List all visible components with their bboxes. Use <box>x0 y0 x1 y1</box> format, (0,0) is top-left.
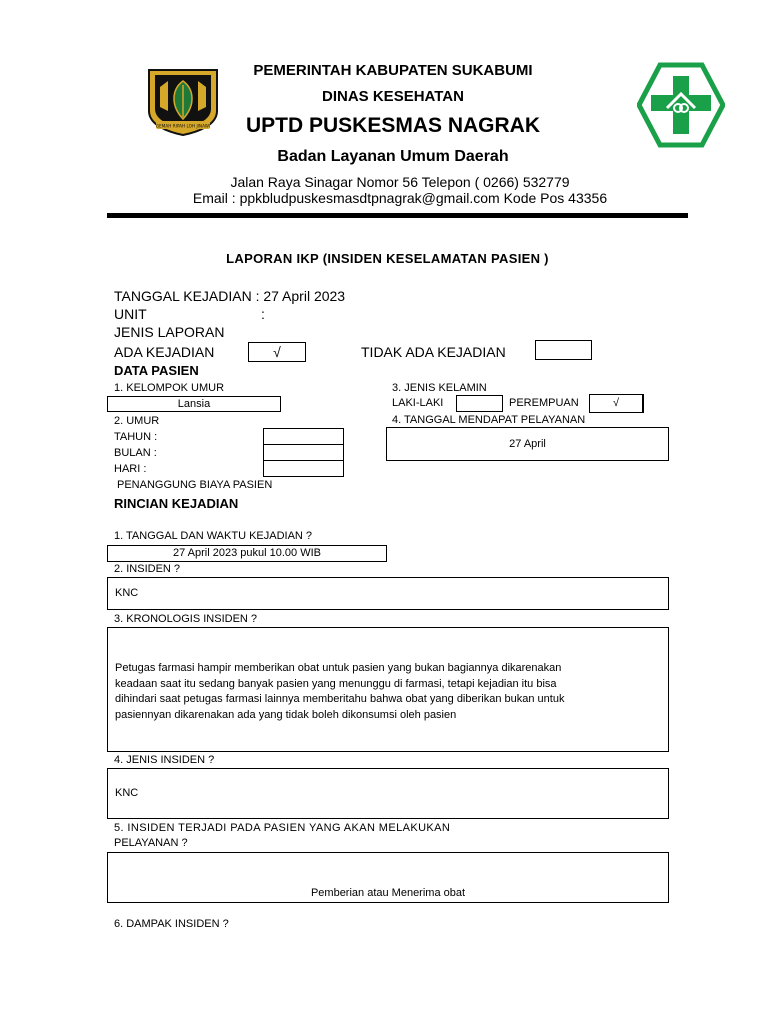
header-government: PEMERINTAH KABUPATEN SUKABUMI <box>253 62 533 79</box>
q6-label: 6. DAMPAK INSIDEN ? <box>114 918 229 930</box>
kelompok-umur-field[interactable]: Lansia <box>107 396 281 412</box>
emblem-motto: GEMAH RIPAH LOH JINAWI <box>155 123 211 129</box>
kronologi-line: pasiennyan dikarenakan ada yang tidak boleh dikonsumsi oleh pasien <box>115 708 457 721</box>
puskesmas-logo-icon <box>637 62 725 148</box>
hari-label: HARI : <box>114 463 147 475</box>
laki-laki-checkbox[interactable] <box>456 395 503 412</box>
q5-answer-field[interactable]: Pemberian atau Menerima obat <box>107 852 669 903</box>
penanggung-biaya-label: PENANGGUNG BIAYA PASIEN <box>117 479 273 491</box>
data-pasien-heading: DATA PASIEN <box>114 363 199 378</box>
perempuan-label: PEREMPUAN <box>509 397 579 409</box>
perempuan-checkbox[interactable]: √ <box>589 394 644 413</box>
q2-answer-field[interactable]: KNC <box>107 577 669 610</box>
tanggal-pelayanan-field[interactable]: 27 April <box>386 427 669 461</box>
header-email: Email : ppkbludpuskesmasdtpnagrak@gmail.com Kode Pos 43356 <box>192 190 608 206</box>
unit-label: UNIT <box>114 306 147 322</box>
umur-label: 2. UMUR <box>114 415 160 427</box>
bulan-field[interactable] <box>263 444 344 461</box>
tanggal-kejadian: TANGGAL KEJADIAN : 27 April 2023 <box>114 288 346 304</box>
tidak-ada-kejadian-checkbox[interactable] <box>535 340 592 360</box>
q4-answer-field[interactable]: KNC <box>107 768 669 819</box>
jenis-kelamin-label: 3. JENIS KELAMIN <box>392 382 487 394</box>
ada-kejadian-checkbox[interactable]: √ <box>248 342 306 362</box>
header-institution: UPTD PUSKESMAS NAGRAK <box>245 114 541 137</box>
q3-answer-field[interactable] <box>107 627 669 752</box>
unit-colon: : <box>261 306 265 322</box>
tahun-field[interactable] <box>263 428 344 445</box>
q2-label: 2. INSIDEN ? <box>114 563 181 575</box>
ada-kejadian-label: ADA KEJADIAN <box>114 344 215 360</box>
kronologi-line: keadaan saat itu sedang banyak pasien yang menunggu di farmasi, tetapi kejadian itu bisa <box>115 677 557 690</box>
bulan-label: BULAN : <box>114 447 157 459</box>
kronologi-line: dihindari saat petugas farmasi lainnya memberitahu bahwa obat yang diberikan bukan untuk <box>115 693 565 705</box>
laki-laki-label: LAKI-LAKI <box>392 397 444 409</box>
q1-label: 1. TANGGAL DAN WAKTU KEJADIAN ? <box>114 530 313 542</box>
q5-label-line1: 5. INSIDEN TERJADI PADA PASIEN YANG AKAN MELAKUKAN <box>114 822 451 834</box>
hari-field[interactable] <box>263 460 344 477</box>
jenis-laporan-label: JENIS LAPORAN <box>114 324 225 340</box>
header-subtitle: Badan Layanan Umum Daerah <box>277 148 509 165</box>
q5-label-line2: PELAYANAN ? <box>114 837 188 849</box>
header-divider <box>107 213 688 218</box>
q1-answer-field[interactable]: 27 April 2023 pukul 10.00 WIB <box>107 545 387 562</box>
q3-label: 3. KRONOLOGIS INSIDEN ? <box>114 613 258 625</box>
kelompok-umur-label: 1. KELOMPOK UMUR <box>114 382 225 394</box>
report-title: LAPORAN IKP (INSIDEN KESELAMATAN PASIEN ) <box>226 251 549 266</box>
tahun-label: TAHUN : <box>114 431 158 443</box>
header-agency: DINAS KESEHATAN <box>322 88 464 105</box>
kronologi-line: Petugas farmasi hampir memberikan obat untuk pasien yang bukan bagiannya dikarenakan <box>115 662 562 674</box>
tidak-ada-kejadian-label: TIDAK ADA KEJADIAN <box>361 344 506 360</box>
header-address: Jalan Raya Sinagar Nomor 56 Telepon ( 0266) 532779 <box>230 174 570 190</box>
kabupaten-emblem-icon <box>146 67 220 137</box>
q4-label: 4. JENIS INSIDEN ? <box>114 754 215 766</box>
rincian-kejadian-heading: RINCIAN KEJADIAN <box>114 496 239 511</box>
tanggal-pelayanan-label: 4. TANGGAL MENDAPAT PELAYANAN <box>392 414 586 426</box>
